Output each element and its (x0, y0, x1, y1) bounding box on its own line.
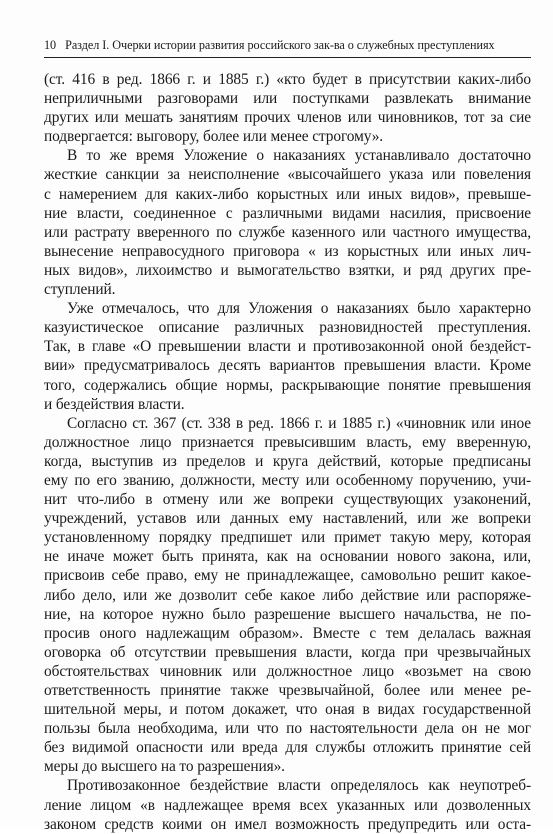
text-line: или растрату вверенного по службе казенного или частного имущества, (44, 223, 531, 241)
text-line: ему по его званию, должности, месту или особенному поручению, учи- (44, 471, 531, 489)
text-line: В то же время Уложение о наказаниях устанавливало достаточно (67, 147, 531, 165)
running-head-title: Раздел I. Очерки истории развития российского зак-ва о служебных преступлениях (65, 38, 495, 52)
text-line: законом средств коими он имел возможность предупредить или оста- (44, 815, 531, 833)
paragraph (44, 146, 531, 299)
paragraph (44, 70, 531, 146)
text-line: ных видов», лихоимство и вымогательство взятки, и ряд других пре- (44, 261, 531, 279)
text-line: учреждений, уставов или данных ему наставлений, или же вопреки (44, 510, 531, 528)
running-head (44, 38, 531, 52)
text-line: Противозаконное бездействие власти определялось как неупотреб- (67, 777, 531, 795)
text-line: ние власти, соединенное с различными видами насилия, присвоение (44, 204, 531, 222)
header-rule (44, 57, 531, 58)
text-line: либо дело, или же дозволит себе какое либо действие или распоряже- (44, 586, 531, 604)
text-line: когда, выступив из пределов и круга действий, которые предписаны (44, 452, 531, 470)
text-line: пользы была необходима, или что по настоятельности дела он не мог (44, 720, 531, 738)
paragraph (44, 776, 531, 833)
text-line: (ст. 416 в ред. 1866 г. и 1885 г.) «кто будет в присутствии каких-либо (44, 71, 531, 88)
text-line: вии» предусматривалось десять вариантов превышения власти. Кроме (44, 357, 531, 375)
text-line: без видимой опасности или вреда для службы отложить принятие сей (44, 739, 531, 757)
text-line: того, содержались общие нормы, раскрывающие понятие превышения (44, 376, 531, 394)
text-line: меры до высшего на то разрешения». (44, 758, 285, 776)
text-line: шительной меры, и потом докажет, что оная в видах государственной (44, 701, 531, 719)
page-number: 10 (44, 38, 57, 52)
paragraph (44, 414, 531, 777)
text-line: установленному порядку предпишет или примет такую меру, которая (44, 529, 531, 547)
text-line: казуистическое описание различных разновидностей преступления. (44, 319, 531, 337)
text-line: не иначе может быть принята, как на основании нового закона, или, (44, 548, 531, 566)
text-line: Так, в главе «О превышении власти и противозаконной оной бездейст- (44, 338, 531, 356)
text-line: неприличными разговорами или поступками развлекать внимание (44, 90, 531, 108)
text-line: подвергается: выговору, более или менее строгому». (44, 128, 384, 146)
text-line: оговорка об отсутствии превышения власти, когда при чрезвычайных (44, 643, 531, 661)
text-line: ление лицом «в надлежащее время всех указанных или дозволенных (44, 796, 531, 814)
text-line: вынесение неправосудного приговора « из корыстных или иных лич- (44, 242, 531, 260)
text-line: Согласно ст. 367 (ст. 338 в ред. 1866 г. и 1885 г.) «чиновник или иное (67, 414, 531, 432)
text-line: нит что-либо в отмену или же вопреки существующих узаконений, (44, 491, 531, 509)
text-line: и бездействия власти. (44, 395, 185, 413)
page-body (44, 70, 531, 834)
text-line: с намерением для каких-либо корыстных или иных видов», превыше- (44, 185, 531, 203)
text-line: ответственность принятие также чрезвычайной, более или менее ре- (44, 682, 531, 699)
text-line: ступлений. (44, 281, 116, 299)
text-line: должностное лицо признается превысившим власть, ему вверенную, (44, 433, 531, 451)
text-line: Уже отмечалось, что для Уложения о наказаниях было характерно (67, 300, 531, 318)
paragraph (44, 299, 531, 414)
text-line: обстоятельствах чиновник или должностное лицо «возьмет на свою (44, 662, 531, 680)
text-line: других или мешать занятиям прочих членов или чиновников, тот за сие (44, 109, 531, 127)
text-line: ние, на которое нужно было разрешение высшего начальства, не по- (44, 605, 531, 623)
text-line: жесткие санкции за неисполнение «высочайшего указа или повеления (44, 166, 531, 184)
text-line: присвоив себе право, ему не принадлежащее, самовольно решит какое- (44, 567, 531, 585)
text-line: просив оного надлежащим образом». Вместе с тем делалась важная (44, 624, 531, 642)
